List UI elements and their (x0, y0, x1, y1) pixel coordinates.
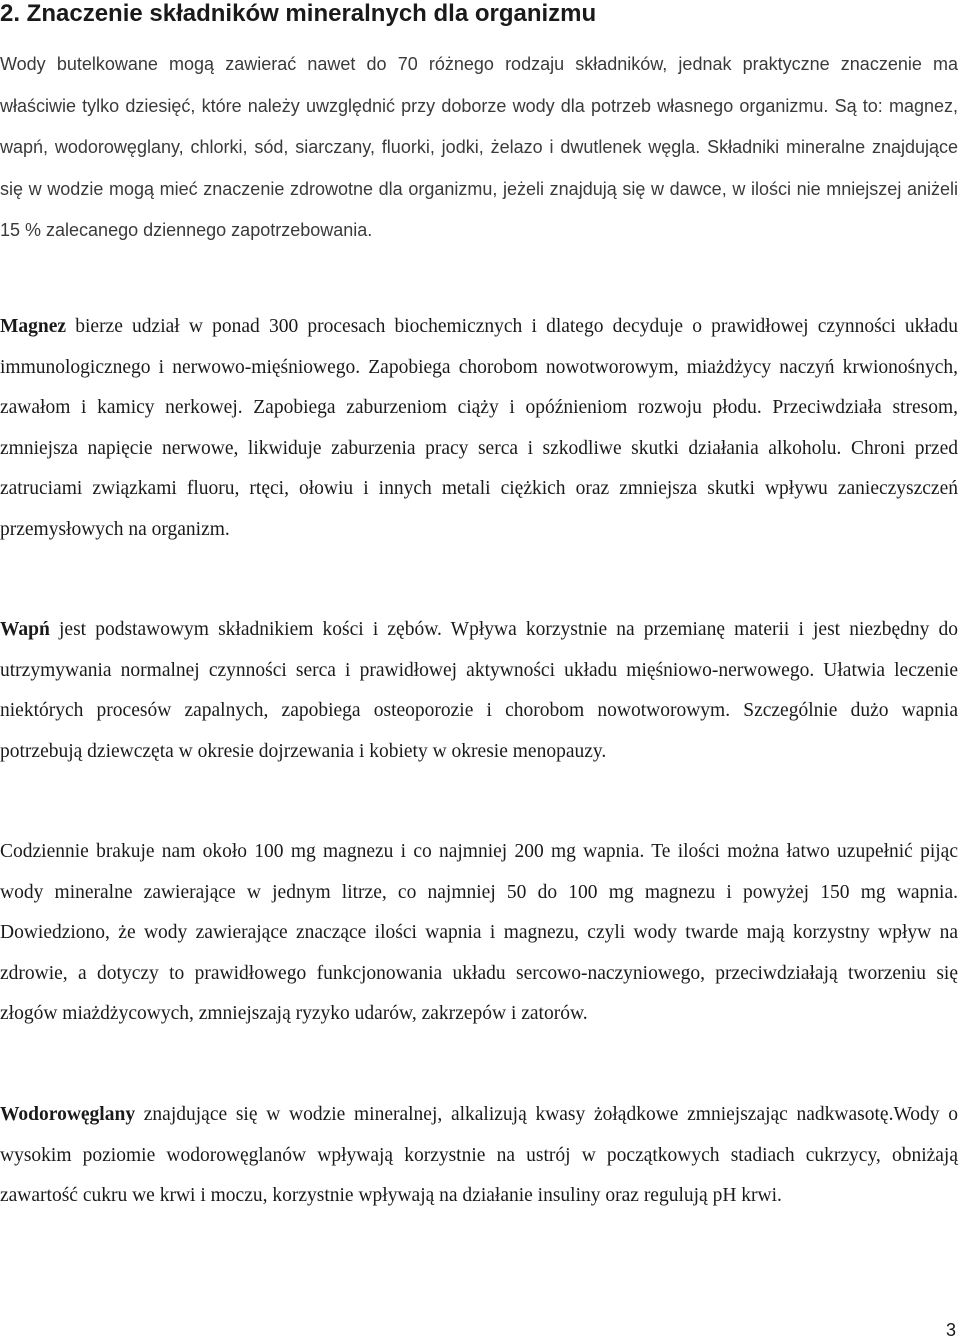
intro-text-a: Wody butelkowane mogą zawierać nawet do 70 różnego rodzaju składników, jednak praktyczne znaczenie ma właściwie tylko dziesięć, które należy uwzględnić przy doborze wody dla potrzeb własnego organizmu. Są to: magnez, wapń, wodorowęglany, chlorki, sód, siarczany, fluorki, jodki, żelazo i dwutlenek węgla. (0, 54, 958, 158)
wapn-text: jest podstawowym składnikiem kości i zębów. Wpływa korzystnie na przemianę materii i jest niezbędny do utrzymywania normalnej czynności serca i prawidłowej aktywności układu mięśniowo-nerwowego. Ułatwia leczenie niektórych procesów zapalnych, zapobiega osteoporozie i chorobom nowotworowym. Szczególnie dużo wapnia potrzebują dziewczęta w okresie dojrzewania i kobiety w okresie menopauzy. (0, 619, 958, 762)
paragraph-daily-needs (0, 832, 958, 1035)
term-wodoroweglany: Wodorowęglany (0, 1104, 136, 1125)
magnez-text: bierze udział w ponad 300 procesach biochemicznych i dlatego decyduje o prawidłowej czynności układu immunologicznego i nerwowo-mięśniowego. Zapobiega chorobom nowotworowym, miażdżycy naczyń krwionośnych, zawałom i kamicy nerkowej. Zapobiega zaburzeniom ciąży i opóźnieniom rozwoju płodu. Przeciwdziała stresom, zmniejsza napięcie nerwowe, likwiduje zaburzenia pracy serca i szkodliwe skutki działania alkoholu. Chroni przed zatruciami związkami fluoru, rtęci, ołowiu i innych metali ciężkich oraz zmniejsza skutki wpływu zanieczyszczeń przemysłowych na organizm. (0, 316, 958, 540)
paragraph-intro (0, 44, 958, 252)
daily-text: Codziennie brakuje nam około 100 mg magnezu i co najmniej 200 mg wapnia. Te ilości można łatwo uzupełnić pijąc wody mineralne zawierające w jednym litrze, co najmniej 50 do 100 mg magnezu i powyżej 150 mg wapnia. Dowiedziono, że wody zawierające znaczące ilości wapnia i magnezu, czyli wody twarde mają korzystny wpływ na zdrowie, a dotyczy to prawidłowego funkcjonowania układu sercowo-naczyniowego, przeciwdziałają tworzeniu się złogów miażdżycowych, zmniejszają ryzyko udarów, zakrzepów i zatorów. (0, 841, 958, 1025)
paragraph-wapn (0, 610, 958, 772)
term-magnez: Magnez (0, 316, 67, 337)
term-wapn: Wapń (0, 619, 50, 640)
page-number: 3 (945, 1320, 956, 1340)
section-heading: 2. Znaczenie składników mineralnych dla organizmu (0, 0, 597, 27)
paragraph-magnez (0, 307, 958, 551)
paragraph-wodoroweglany (0, 1095, 958, 1217)
intro-text-b: Składniki mineralne znajdujące się w wodzie mogą mieć znaczenie zdrowotne dla organizmu, jeżeli znajdują się w dawce, w ilości nie mniejszej aniżeli 15 % zalecanego dziennego zapotrzebowania. (0, 137, 959, 241)
wodoroweglany-text: znajdujące się w wodzie mineralnej, alkalizują kwasy żołądkowe zmniejszając nadkwasotę.Wody o wysokim poziomie wodorowęglanów wpływają korzystnie na ustrój w początkowych stadiach cukrzycy, obniżają zawartość cukru we krwi i moczu, korzystnie wpływają na działanie insuliny oraz regulują pH krwi. (0, 1104, 958, 1207)
